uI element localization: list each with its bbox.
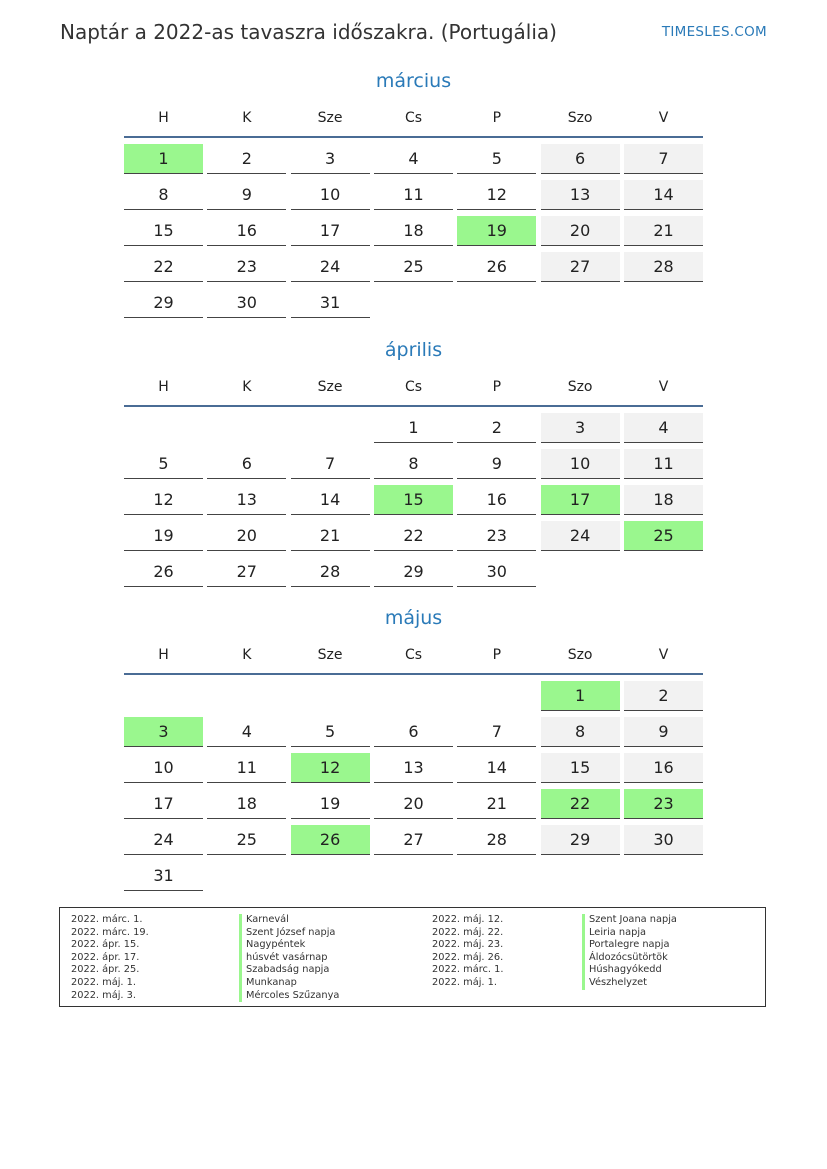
weekday-label: V xyxy=(658,647,669,663)
month-block xyxy=(124,607,703,885)
day-cell[interactable]: 23 xyxy=(624,789,703,819)
day-cell[interactable]: 21 xyxy=(457,789,536,819)
day-cell[interactable]: 16 xyxy=(624,753,703,783)
legend-entry: Szent Joana napja xyxy=(582,914,677,927)
day-cell[interactable]: 18 xyxy=(374,216,453,246)
legend-right-names xyxy=(582,914,677,990)
weekday-label: Sze xyxy=(317,110,343,126)
day-cell[interactable]: 26 xyxy=(291,825,370,855)
day-cell[interactable]: 2 xyxy=(624,681,703,711)
day-cell[interactable]: 24 xyxy=(124,825,203,855)
day-cell[interactable]: 28 xyxy=(624,252,703,282)
day-cell[interactable]: 29 xyxy=(374,557,453,587)
legend-entry: Húshagyókedd xyxy=(582,964,677,977)
weekday-label: Cs xyxy=(404,379,423,395)
legend-entry: 2022. máj. 26. xyxy=(432,951,504,963)
weekday-label: P xyxy=(492,647,502,663)
day-cell[interactable]: 15 xyxy=(541,753,620,783)
day-cell[interactable]: 3 xyxy=(291,144,370,174)
day-cell[interactable]: 9 xyxy=(207,180,286,210)
day-cell[interactable]: 6 xyxy=(374,717,453,747)
day-cell[interactable]: 28 xyxy=(457,825,536,855)
legend-right-dates xyxy=(432,914,503,990)
day-cell[interactable]: 20 xyxy=(207,521,286,551)
weekday-label: Szo xyxy=(567,647,593,663)
weekday-label: Sze xyxy=(317,647,343,663)
day-cell[interactable]: 1 xyxy=(124,144,203,174)
day-cell[interactable]: 19 xyxy=(291,789,370,819)
day-cell[interactable]: 31 xyxy=(291,288,370,318)
day-cell[interactable]: 17 xyxy=(541,485,620,515)
day-cell[interactable]: 1 xyxy=(374,413,453,443)
holiday-legend xyxy=(59,907,766,1007)
legend-entry: 2022. máj. 22. xyxy=(432,926,504,938)
page-title: Naptár a 2022-as tavaszra időszakra. (Portugália) xyxy=(60,20,557,44)
day-cell[interactable]: 12 xyxy=(124,485,203,515)
legend-entry: 2022. márc. 1. xyxy=(432,964,504,976)
day-cell[interactable]: 18 xyxy=(207,789,286,819)
day-cell[interactable]: 22 xyxy=(541,789,620,819)
weekday-header xyxy=(124,379,703,399)
day-cell[interactable]: 2 xyxy=(207,144,286,174)
day-cell[interactable]: 10 xyxy=(124,753,203,783)
day-cell[interactable]: 24 xyxy=(541,521,620,551)
day-cell[interactable]: 10 xyxy=(541,449,620,479)
day-cell[interactable]: 8 xyxy=(541,717,620,747)
day-cell[interactable]: 14 xyxy=(457,753,536,783)
day-cell[interactable]: 3 xyxy=(124,717,203,747)
legend-left-names xyxy=(239,914,339,1002)
legend-entry: Karnevál xyxy=(239,914,339,927)
weekday-label: H xyxy=(158,379,169,395)
legend-entry: Portalegre napja xyxy=(582,939,677,952)
day-cell[interactable]: 25 xyxy=(624,521,703,551)
day-cell[interactable]: 11 xyxy=(374,180,453,210)
weekday-label: V xyxy=(658,379,669,395)
day-cell[interactable]: 13 xyxy=(541,180,620,210)
day-cell[interactable]: 25 xyxy=(207,825,286,855)
legend-entry: Nagypéntek xyxy=(239,939,339,952)
day-cell[interactable]: 4 xyxy=(624,413,703,443)
legend-entry: Szabadság napja xyxy=(239,964,339,977)
weekday-header xyxy=(124,647,703,667)
day-cell[interactable]: 27 xyxy=(541,252,620,282)
day-cell[interactable]: 17 xyxy=(291,216,370,246)
day-cell[interactable]: 2 xyxy=(457,413,536,443)
day-cell[interactable]: 11 xyxy=(207,753,286,783)
legend-left-dates xyxy=(71,914,149,1002)
weekday-label: Szo xyxy=(567,110,593,126)
day-cell[interactable]: 5 xyxy=(291,717,370,747)
legend-entry: 2022. máj. 3. xyxy=(71,989,137,1001)
weekday-label: Sze xyxy=(317,379,343,395)
month-name: május xyxy=(384,607,443,629)
day-cell[interactable]: 5 xyxy=(457,144,536,174)
day-cell[interactable]: 14 xyxy=(624,180,703,210)
header-divider xyxy=(124,405,703,407)
day-cell[interactable]: 7 xyxy=(624,144,703,174)
weekday-label: Cs xyxy=(404,110,423,126)
day-cell[interactable]: 26 xyxy=(457,252,536,282)
day-cell[interactable]: 17 xyxy=(124,789,203,819)
day-cell[interactable]: 9 xyxy=(624,717,703,747)
weekday-label: P xyxy=(492,379,502,395)
day-cell[interactable]: 29 xyxy=(541,825,620,855)
day-cell[interactable]: 13 xyxy=(374,753,453,783)
month-name: március xyxy=(375,70,452,92)
day-cell[interactable]: 9 xyxy=(457,449,536,479)
day-cell[interactable]: 23 xyxy=(457,521,536,551)
day-cell[interactable]: 1 xyxy=(541,681,620,711)
day-cell[interactable]: 29 xyxy=(124,288,203,318)
day-cell[interactable]: 3 xyxy=(541,413,620,443)
month-name: április xyxy=(384,339,443,361)
day-cell[interactable]: 22 xyxy=(124,252,203,282)
day-cell[interactable]: 16 xyxy=(207,216,286,246)
legend-entry: 2022. márc. 1. xyxy=(71,914,143,925)
day-cell[interactable]: 27 xyxy=(207,557,286,587)
day-cell[interactable]: 13 xyxy=(207,485,286,515)
legend-entry: 2022. máj. 23. xyxy=(432,939,504,951)
header-divider xyxy=(124,136,703,138)
day-cell[interactable]: 4 xyxy=(374,144,453,174)
weekday-label: H xyxy=(158,647,169,663)
day-cell[interactable]: 18 xyxy=(624,485,703,515)
day-cell[interactable]: 15 xyxy=(124,216,203,246)
legend-entry: Szent József napja xyxy=(239,927,339,940)
day-cell[interactable]: 10 xyxy=(291,180,370,210)
day-cell[interactable]: 24 xyxy=(291,252,370,282)
legend-entry: Leiria napja xyxy=(582,927,677,940)
day-cell[interactable]: 31 xyxy=(124,861,203,891)
day-cell[interactable]: 4 xyxy=(207,717,286,747)
weekday-header xyxy=(124,110,703,130)
day-cell[interactable]: 30 xyxy=(207,288,286,318)
weekday-label: Szo xyxy=(567,379,593,395)
legend-entry: húsvét vasárnap xyxy=(239,952,339,965)
legend-entry: 2022. máj. 12. xyxy=(432,914,504,925)
weekday-label: K xyxy=(242,379,252,395)
day-cell[interactable]: 20 xyxy=(541,216,620,246)
weekday-label: Cs xyxy=(404,647,423,663)
weekday-label: P xyxy=(492,110,502,126)
day-cell[interactable]: 21 xyxy=(291,521,370,551)
legend-entry: Munkanap xyxy=(239,977,339,990)
day-cell[interactable]: 28 xyxy=(291,557,370,587)
legend-entry: 2022. márc. 19. xyxy=(71,926,149,938)
month-block xyxy=(124,70,703,320)
day-cell[interactable]: 19 xyxy=(124,521,203,551)
weekday-label: V xyxy=(658,110,669,126)
weekday-label: H xyxy=(158,110,169,126)
day-cell[interactable]: 16 xyxy=(457,485,536,515)
day-cell[interactable]: 7 xyxy=(457,717,536,747)
day-cell[interactable]: 8 xyxy=(124,180,203,210)
legend-entry: 2022. máj. 1. xyxy=(432,976,498,988)
day-cell[interactable]: 25 xyxy=(374,252,453,282)
legend-entry: 2022. máj. 1. xyxy=(71,976,137,988)
month-block xyxy=(124,339,703,589)
day-cell[interactable]: 19 xyxy=(457,216,536,246)
day-cell[interactable]: 21 xyxy=(624,216,703,246)
day-cell[interactable]: 30 xyxy=(457,557,536,587)
day-cell[interactable]: 5 xyxy=(124,449,203,479)
day-cell[interactable]: 6 xyxy=(207,449,286,479)
day-cell[interactable]: 14 xyxy=(291,485,370,515)
day-cell[interactable]: 12 xyxy=(291,753,370,783)
day-cell[interactable]: 20 xyxy=(374,789,453,819)
day-cell[interactable]: 7 xyxy=(291,449,370,479)
day-cell[interactable]: 30 xyxy=(624,825,703,855)
day-cell[interactable]: 22 xyxy=(374,521,453,551)
legend-entry: Áldozócsütörtök xyxy=(582,952,677,965)
legend-entry: Vészhelyzet xyxy=(582,977,677,990)
day-cell[interactable]: 12 xyxy=(457,180,536,210)
day-cell[interactable]: 6 xyxy=(541,144,620,174)
weekday-label: K xyxy=(242,110,252,126)
day-cell[interactable]: 26 xyxy=(124,557,203,587)
legend-entry: 2022. ápr. 15. xyxy=(71,939,140,951)
brand-logo-text[interactable]: TIMESLES.COM xyxy=(661,24,767,40)
day-cell[interactable]: 27 xyxy=(374,825,453,855)
legend-entry: Mércoles Szűzanya xyxy=(239,990,339,1003)
day-cell[interactable]: 23 xyxy=(207,252,286,282)
weekday-label: K xyxy=(242,647,252,663)
day-cell[interactable]: 8 xyxy=(374,449,453,479)
day-cell[interactable]: 11 xyxy=(624,449,703,479)
legend-entry: 2022. ápr. 25. xyxy=(71,964,140,976)
day-cell[interactable]: 15 xyxy=(374,485,453,515)
header-divider xyxy=(124,673,703,675)
legend-entry: 2022. ápr. 17. xyxy=(71,951,140,963)
